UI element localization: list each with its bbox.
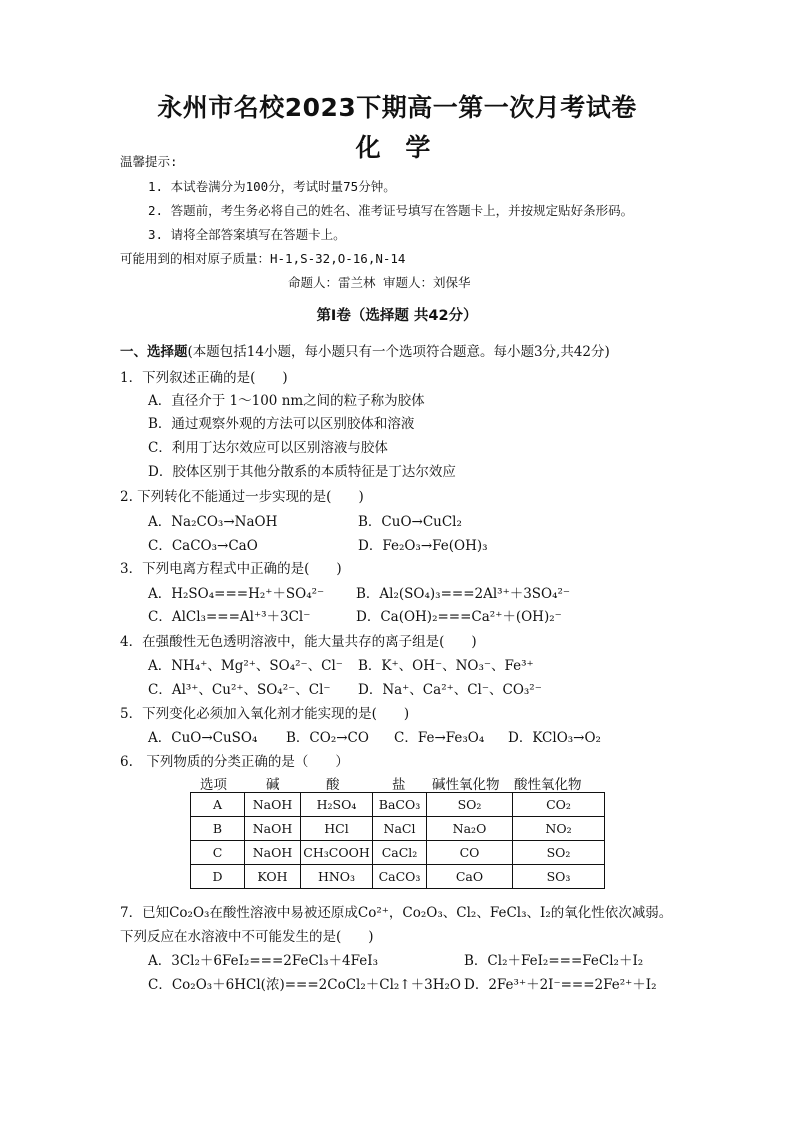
section-title: 第Ⅰ卷（选择题 共42分） bbox=[316, 308, 478, 324]
q2-stem: 2. 下列转化不能通过一步实现的是( ) bbox=[120, 489, 364, 505]
q4-stem: 4．在强酸性无色透明溶液中，能大量共存的离子组是( ) bbox=[120, 634, 477, 650]
table-cell: CaO bbox=[427, 865, 513, 889]
q7-option-a: A．3Cl₂＋6FeI₂===2FeCl₃＋4FeI₃ bbox=[148, 953, 379, 969]
q4-option-b: B．K⁺、OH⁻、NO₃⁻、Fe³⁺ bbox=[358, 658, 534, 674]
table-cell: B bbox=[191, 817, 245, 841]
table-row bbox=[191, 793, 605, 817]
q3-option-c: C．AlCl₃===Al⁺³＋3Cl⁻ bbox=[148, 609, 311, 625]
table-row bbox=[191, 865, 605, 889]
q1-option-a: A．直径介于 1～100 nm之间的粒子称为胶体 bbox=[148, 393, 425, 409]
table-row bbox=[191, 817, 605, 841]
table-cell: NaOH bbox=[245, 841, 301, 865]
table-cell: NaOH bbox=[245, 817, 301, 841]
table-header-base: 碱 bbox=[266, 777, 280, 793]
q5-option-d: D．KClO₃→O₂ bbox=[508, 730, 601, 746]
q1-option-c: C．利用丁达尔效应可以区别溶液与胶体 bbox=[148, 440, 388, 456]
q7-option-d: D．2Fe³⁺＋2I⁻===2Fe²⁺＋I₂ bbox=[464, 977, 657, 993]
q4-option-d: D．Na⁺、Ca²⁺、Cl⁻、CO₃²⁻ bbox=[358, 682, 542, 698]
q7-option-b: B．Cl₂＋FeI₂===FeCl₂＋I₂ bbox=[464, 953, 644, 969]
table-cell: A bbox=[191, 793, 245, 817]
table-cell: C bbox=[191, 841, 245, 865]
table-cell: SO₂ bbox=[513, 841, 605, 865]
q5-option-b: B．CO₂→CO bbox=[286, 730, 369, 746]
table-header-acidic-oxide: 酸性氧化物 bbox=[514, 777, 582, 793]
table-cell: HCl bbox=[301, 817, 373, 841]
subject-title: 化 学 bbox=[355, 133, 439, 162]
q3-option-d: D．Ca(OH)₂===Ca²⁺＋(OH)₂⁻ bbox=[356, 609, 562, 625]
table-cell: CO bbox=[427, 841, 513, 865]
table-cell: SO₃ bbox=[513, 865, 605, 889]
q7-stem-line-2: 下列反应在水溶液中不可能发生的是( ) bbox=[120, 929, 374, 945]
notice-item-2: 2. 答题前，考生务必将自己的姓名、准考证号填写在答题卡上，并按规定贴好条形码。 bbox=[148, 203, 634, 218]
table-cell: BaCO₃ bbox=[373, 793, 427, 817]
q7-option-c: C．Co₂O₃＋6HCl(浓)===2CoCl₂＋Cl₂↑＋3H₂O bbox=[148, 977, 461, 993]
table-cell: NO₂ bbox=[513, 817, 605, 841]
table-cell: HNO₃ bbox=[301, 865, 373, 889]
table-cell: CaCO₃ bbox=[373, 865, 427, 889]
q2-option-a: A．Na₂CO₃→NaOH bbox=[148, 514, 278, 530]
exam-title: 永州市名校2023下期高一第一次月考试卷 bbox=[157, 93, 637, 122]
table-cell: D bbox=[191, 865, 245, 889]
table-header-acid: 酸 bbox=[326, 777, 340, 793]
q1-stem: 1．下列叙述正确的是( ) bbox=[120, 370, 288, 386]
section-heading-label: 一、选择题 bbox=[120, 344, 188, 360]
atomic-mass-line: 可能用到的相对原子质量：H-1,S-32,O-16,N-14 bbox=[120, 251, 406, 266]
q6-stem: 6. 下列物质的分类正确的是（ ） bbox=[120, 754, 349, 770]
notice-label: 温馨提示: bbox=[120, 154, 178, 169]
classification-table bbox=[190, 792, 605, 889]
table-row bbox=[191, 841, 605, 865]
table-header-option: 选项 bbox=[200, 777, 227, 793]
notice-item-3: 3. 请将全部答案填写在答题卡上。 bbox=[148, 227, 346, 242]
q2-option-b: B．CuO→CuCl₂ bbox=[358, 514, 462, 530]
section-heading bbox=[120, 340, 610, 360]
table-cell: CH₃COOH bbox=[301, 841, 373, 865]
q5-stem: 5．下列变化必须加入氧化剂才能实现的是( ) bbox=[120, 706, 410, 722]
table-cell: NaCl bbox=[373, 817, 427, 841]
table-header-salt: 盐 bbox=[392, 777, 406, 793]
q3-option-a: A．H₂SO₄===H₂⁺＋SO₄²⁻ bbox=[148, 586, 325, 602]
table-cell: KOH bbox=[245, 865, 301, 889]
q5-option-c: C．Fe→Fe₃O₄ bbox=[394, 730, 485, 746]
table-cell: SO₂ bbox=[427, 793, 513, 817]
table-cell: NaOH bbox=[245, 793, 301, 817]
table-cell: CO₂ bbox=[513, 793, 605, 817]
q4-option-c: C．Al³⁺、Cu²⁺、SO₄²⁻、Cl⁻ bbox=[148, 682, 331, 698]
table-cell: Na₂O bbox=[427, 817, 513, 841]
q3-option-b: B．Al₂(SO₄)₃===2Al³⁺＋3SO₄²⁻ bbox=[356, 586, 571, 602]
authors-line: 命题人：雷兰林 审题人：刘保华 bbox=[288, 275, 471, 290]
q7-stem-line-1: 7．已知Co₂O₃在酸性溶液中易被还原成Co²⁺，Co₂O₃、Cl₂、FeCl₃、I₂的氧化性依次减弱。 bbox=[120, 905, 673, 921]
table-cell: H₂SO₄ bbox=[301, 793, 373, 817]
q2-option-d: D．Fe₂O₃→Fe(OH)₃ bbox=[358, 538, 488, 554]
q4-option-a: A．NH₄⁺、Mg²⁺、SO₄²⁻、Cl⁻ bbox=[148, 658, 343, 674]
table-header-basic-oxide: 碱性氧化物 bbox=[432, 777, 500, 793]
section-heading-rest: (本题包括14小题，每小题只有一个选项符合题意。每小题3分,共42分) bbox=[187, 344, 610, 360]
notice-item-1: 1. 本试卷满分为100分，考试时量75分钟。 bbox=[148, 179, 396, 194]
q2-option-c: C．CaCO₃→CaO bbox=[148, 538, 258, 554]
q1-option-d: D．胶体区别于其他分散系的本质特征是丁达尔效应 bbox=[148, 464, 456, 480]
q3-stem: 3．下列电离方程式中正确的是( ) bbox=[120, 561, 342, 577]
q1-option-b: B．通过观察外观的方法可以区别胶体和溶液 bbox=[148, 416, 415, 432]
table-cell: CaCl₂ bbox=[373, 841, 427, 865]
q5-option-a: A．CuO→CuSO₄ bbox=[148, 730, 258, 746]
